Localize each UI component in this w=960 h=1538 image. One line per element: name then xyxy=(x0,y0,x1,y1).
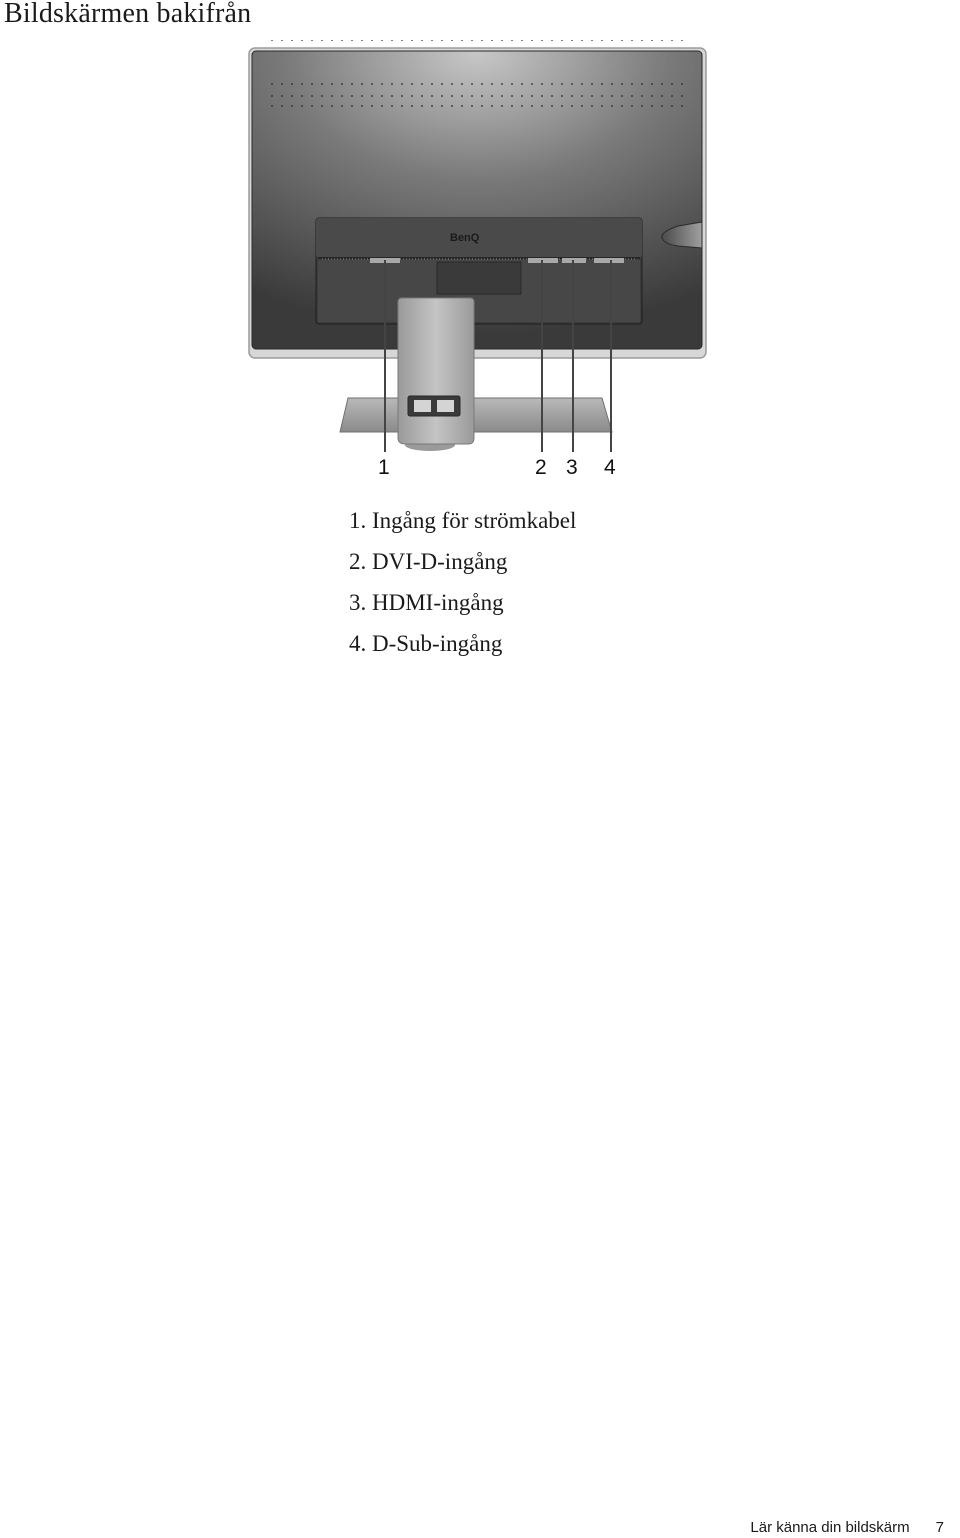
legend-item-dvi: 2. DVI-D-ingång xyxy=(349,549,508,574)
brand-logo: BenQ xyxy=(450,232,480,244)
callout-number-2: 2 xyxy=(535,456,547,479)
monitor-rear-illustration xyxy=(230,40,730,480)
monitor-rear-svg xyxy=(230,40,730,480)
callout-number-3: 3 xyxy=(566,456,578,479)
page-number: 7 xyxy=(935,1519,944,1536)
legend-item-dsub: 4. D-Sub-ingång xyxy=(349,631,503,656)
legend-item-hdmi: 3. HDMI-ingång xyxy=(349,590,504,615)
callout-number-4: 4 xyxy=(604,456,616,479)
dsub-port xyxy=(594,258,624,263)
center-panel xyxy=(437,262,521,294)
stand-neck xyxy=(398,298,474,444)
page-title: Bildskärmen bakifrån xyxy=(4,0,252,29)
legend-item-power: 1. Ingång för strömkabel xyxy=(349,508,577,533)
callout-number-1: 1 xyxy=(378,456,390,479)
footer-section-title: Lär känna din bildskärm xyxy=(750,1519,910,1536)
stand-base xyxy=(340,398,612,432)
page-footer xyxy=(750,1519,944,1536)
port-legend xyxy=(349,500,576,664)
